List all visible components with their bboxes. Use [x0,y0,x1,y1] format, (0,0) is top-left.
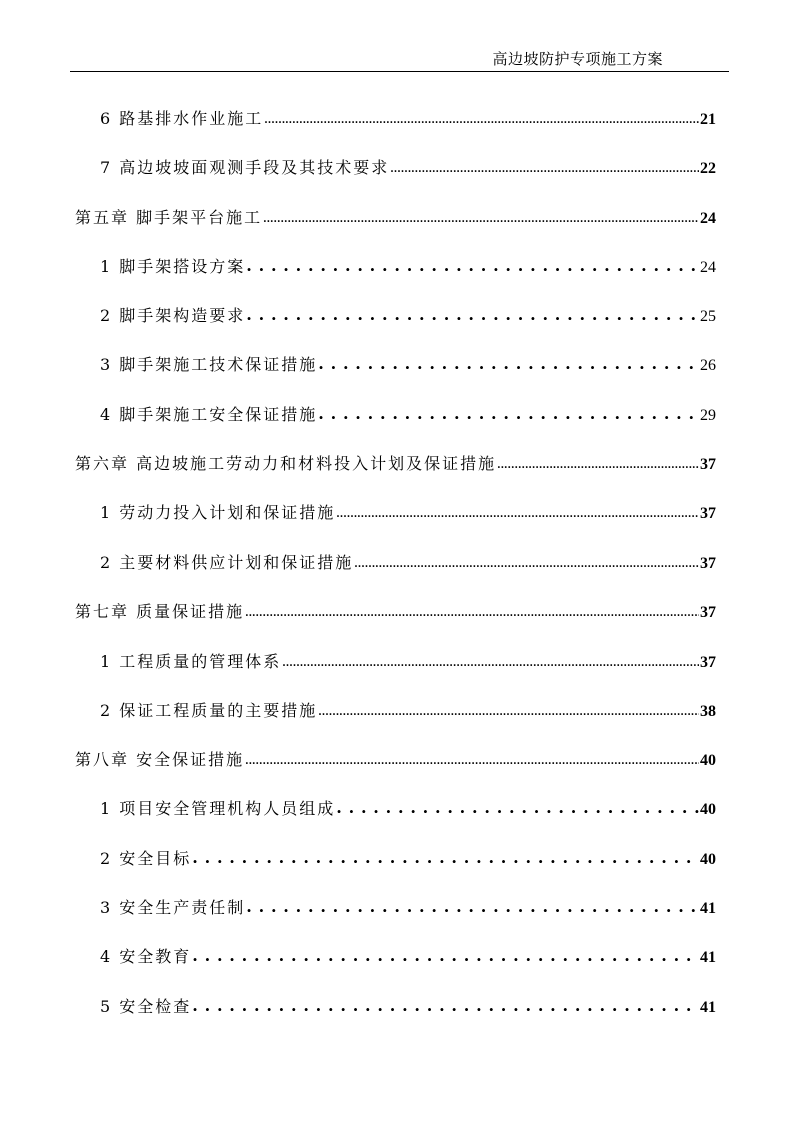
toc-entry-label: 3 脚手架施工技术保证措施 [100,355,318,374]
toc-entry-page: 41 [700,900,716,917]
toc-entry-page: 37 [700,555,716,572]
toc-entry-scaffold-safety[interactable] [100,402,716,426]
toc-entry-page: 37 [700,654,716,671]
toc-leader-dots [336,502,699,521]
toc-entry-page: 40 [700,851,716,868]
toc-entry-quality-measures[interactable] [100,698,716,722]
toc-entry-label: 2 安全目标 [100,849,192,868]
toc-leader-dots [245,601,699,620]
toc-entry-page: 29 [700,407,716,424]
toc-entry-label: 1 项目安全管理机构人员组成 [100,799,336,818]
toc-entry-page: 40 [700,752,716,769]
toc-entry-page: 37 [700,456,716,473]
toc-entry-slope-monitoring[interactable] [100,155,716,179]
toc-entry-label: 2 主要材料供应计划和保证措施 [100,553,354,572]
toc-leader-dots [245,749,699,768]
toc-entry-scaffold-plan[interactable] [100,254,716,278]
toc-entry-page: 38 [700,703,716,720]
toc-leader-dots [192,996,699,1015]
toc-entry-page: 25 [700,308,716,325]
toc-entry-label: 7 高边坡坡面观测手段及其技术要求 [100,158,390,177]
toc-entry-page: 37 [700,604,716,621]
toc-leader-dots [318,354,699,373]
page-header [70,0,729,72]
toc-entry-safety-education[interactable] [100,944,716,968]
toc-entry-page: 24 [700,210,716,227]
toc-entry-safety-org[interactable] [100,796,716,820]
toc-entry-label: 2 脚手架构造要求 [100,306,246,325]
toc-leader-dots [192,848,699,867]
toc-leader-dots [497,453,699,472]
toc-leader-dots [246,305,699,324]
toc-entry-label: 5 安全检查 [100,997,192,1016]
toc-entry-label: 4 脚手架施工安全保证措施 [100,405,318,424]
toc-entry-label: 6 路基排水作业施工 [100,109,264,128]
toc-leader-dots [318,404,699,423]
toc-leader-dots [264,108,699,127]
toc-entry-page: 26 [700,357,716,374]
toc-entry-page: 37 [700,505,716,522]
toc-entry-scaffold-structure[interactable] [100,303,716,327]
toc-leader-dots [263,207,699,226]
toc-entry-label: 1 工程质量的管理体系 [100,652,282,671]
toc-leader-dots [192,946,699,965]
toc-entry-label: 1 劳动力投入计划和保证措施 [100,503,336,522]
toc-entry-chapter-7[interactable] [75,599,716,623]
toc-entry-label: 3 安全生产责任制 [100,898,246,917]
toc-entry-safety-inspection[interactable] [100,994,716,1018]
toc-entry-material-plan[interactable] [100,550,716,574]
toc-entry-chapter-6[interactable] [75,451,716,475]
toc-entry-labor-plan[interactable] [100,500,716,524]
toc-entry-chapter-8[interactable] [75,747,716,771]
toc-entry-page: 24 [700,259,716,276]
toc-entry-label: 第六章 高边坡施工劳动力和材料投入计划及保证措施 [75,454,497,473]
toc-leader-dots [246,256,699,275]
document-title: 高边坡防护专项施工方案 [492,50,663,68]
toc-entry-label: 1 脚手架搭设方案 [100,257,246,276]
toc-entry-label: 4 安全教育 [100,947,192,966]
toc-entry-label: 第五章 脚手架平台施工 [75,208,263,227]
toc-entry-chapter-5[interactable] [75,205,716,229]
toc-leader-dots [282,651,699,670]
toc-leader-dots [354,552,699,571]
toc-entry-quality-system[interactable] [100,649,716,673]
toc-entry-scaffold-tech[interactable] [100,352,716,376]
toc-entry-safety-responsibility[interactable] [100,895,716,919]
toc-leader-dots [246,897,699,916]
toc-entry-page: 22 [700,160,716,177]
toc-leader-dots [318,700,699,719]
toc-leader-dots [336,798,699,817]
toc-entry-label: 第八章 安全保证措施 [75,750,245,769]
toc-entry-page: 41 [700,949,716,966]
toc-entry-page: 40 [700,801,716,818]
toc-entry-road-drainage[interactable] [100,106,716,130]
toc-leader-dots [390,157,699,176]
toc-entry-label: 第七章 质量保证措施 [75,602,245,621]
toc-entry-label: 2 保证工程质量的主要措施 [100,701,318,720]
toc-entry-page: 21 [700,111,716,128]
toc-entry-page: 41 [700,999,716,1016]
toc-entry-safety-goal[interactable] [100,846,716,870]
